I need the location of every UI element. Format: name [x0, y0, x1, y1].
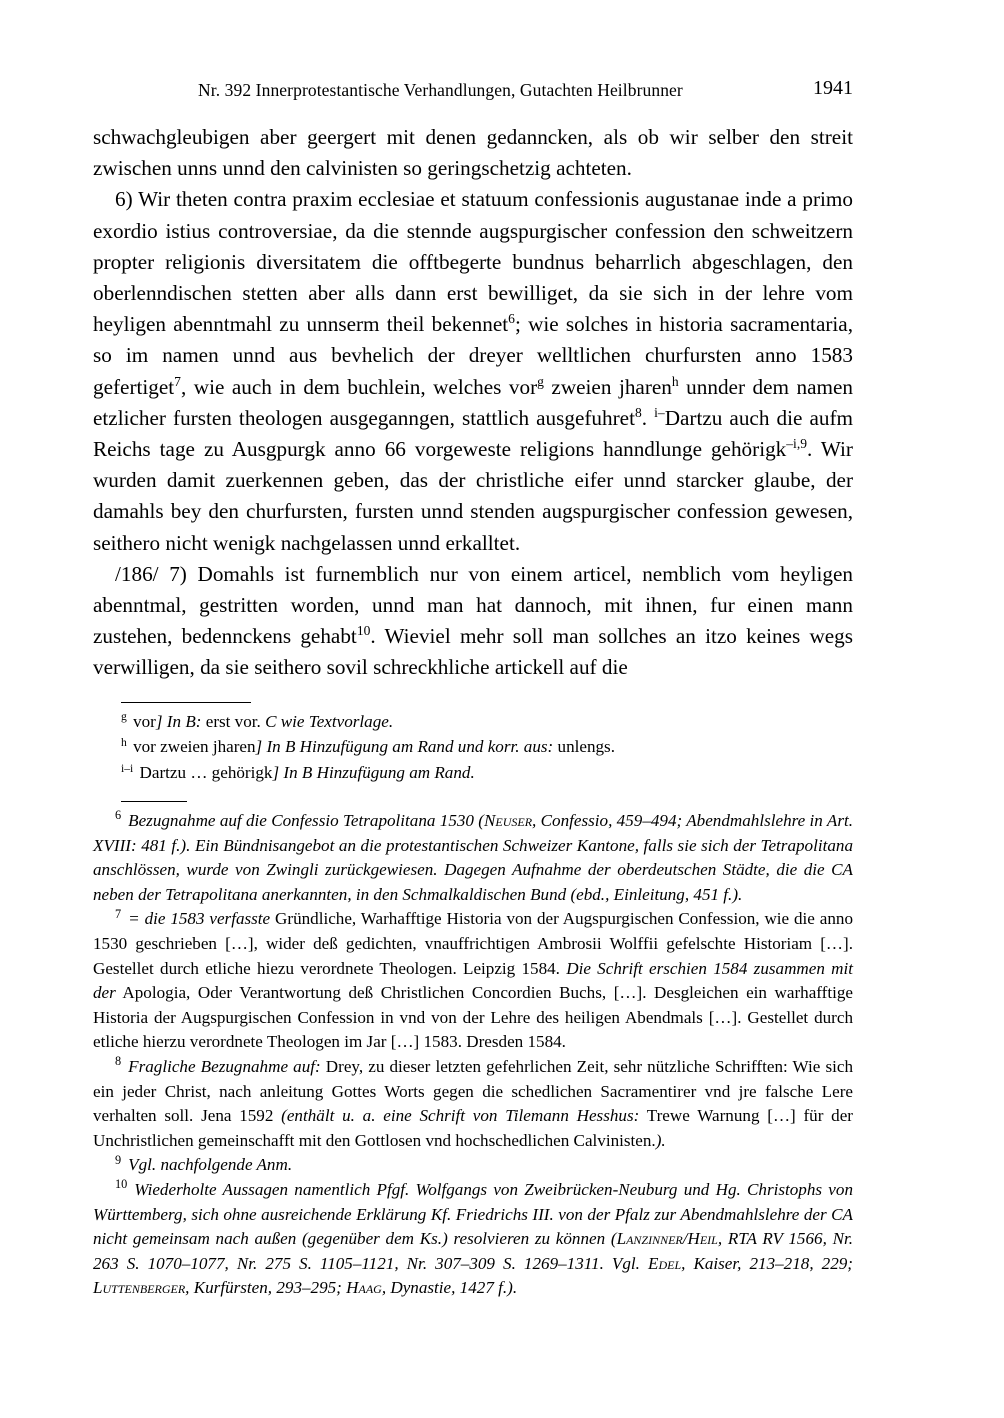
apparatus-mark-h: h	[121, 735, 127, 749]
footnote-ref-6: 6	[508, 311, 515, 327]
footnote-number-8: 8	[115, 1054, 122, 1069]
footnote-number-10: 10	[115, 1177, 128, 1192]
footnote-ref-8: 8	[634, 404, 642, 420]
page-number: 1941	[813, 77, 853, 99]
apparatus-mark-g: g	[121, 709, 127, 723]
paragraph-continuation: schwachgleubigen aber geergert mit denen gedanncken, als ob wir selber den streit zwischen unns unnd den calvinisten so geringschetzig achteten.	[93, 125, 853, 181]
footnote-6: $^6$ Bezugnahme auf die Confessio Tetrapolitana 1530 (Neuser, Confessio, 459–494; Abendmahlslehre in Art. XVIII: 481 f.). Ein Bündnisangebot an die protestantischen Schweizer Kantone, falls sie sich der Tetrapolitana anschlössen, wurde von Zwingli zurückgewiesen. Dagegen Aufnahme der oberdeutschen Städte, die die CA neben der Tetrapolitana anerkannten, in den Schmalkaldischen Bund (ebd., Einleitung, 451 f.).	[93, 808, 853, 904]
paragraph-item-6: 6) Wir theten contra praxim ecclesiae et statuum confessionis augustanae inde a primo exordio istius controversiae, da die stennde augspurgischer confession den schweitzern propter religionis diversitatem die offtbegerte bundnus beharrlich abgeschlagen, den oberlenndischen stetten aber alls dann erst bewilliget, da sie sich in der lehre vom heyligen abenntmahl zu unnserm theil bekennet$^6$; wie solches in historia sacramentaria, so im namen unnd aus bevhelich der dreyer welltlichen churfursten anno 1583 gefertiget$^7$, wie auch in dem buchlein, welches vor$^g$ zweien jharen$^h$ unnder dem namen etzlicher fursten theologen ausgeganngen, stattlich ausgefuhret$^8$. $^{i-}$Dartzu auch die aufm Reichs tage zu Ausgpurgk anno 66 vorgeweste religions hanndlunge gehörigk$^{-i,9}$. Wir wurden damit zuerkennen geben, das der christliche eifer unnd starcker glaube, der damahls bey den churfursten, fursten unnd stenden augspurgischer confession gewesen, seithero nicht wenigk nachgelassen unnd erkalltet.	[93, 187, 854, 555]
paragraph-item-7: /186/ 7) Domahls ist furnemblich nur von einem articel, nemblich vom heyligen abenntmal, gestritten worden, unnd man hat dannoch, mit ihnen, fur einen mann zustehen, bedennckens gehabt$^{10}$. Wieviel mehr soll man sollches an itzo keines wegs verwilligen, da sie seithero sovil schreckhliche artickell auf die	[93, 561, 853, 680]
apparatus-entry-i: $^{i-i}$ Dartzu … gehörigk] In B Hinzufügung am Rand.	[121, 761, 475, 783]
apparatus-ref-h: h	[671, 373, 679, 389]
footnote-9: $^9$ Vgl. nachfolgende Anm.	[115, 1152, 293, 1175]
apparatus-ref-i-open: i–	[654, 404, 665, 420]
footnote-number-9: 9	[115, 1152, 122, 1167]
footnote-separator-rule	[121, 801, 187, 802]
footnotes-section	[93, 809, 853, 1301]
running-head-title: Nr. 392 Innerprotestantische Verhandlungen, Gutachten Heilbrunner	[198, 80, 683, 100]
page-content	[93, 78, 853, 1301]
apparatus-entry-g: $^g$ vor] In B: erst vor. C wie Textvorlage.	[121, 709, 394, 731]
variant-apparatus	[93, 710, 853, 786]
footnote-7: $^7$ = die 1583 verfasste Gründliche, Warhafftige Historia von der Augspurgischen Confession, wie die anno 1530 geschrieben […], wider deß gedichten, vnauffrichtigen Ambrosii Wolffii gefelschte Historiam […]. Gestellet durch etliche hiezu verordnete Theologen. Leipzig 1584. Die Schrift erschien 1584 zusammen mit der Apologia, Oder Verantwortung deß Christlichen Concordien Buchs, […]. Desgleichen ein warhafftige Historia der Augspurgischen Confession in vnd von der Lehre des heiligen Abendmals […]. Gestellet durch etliche hierzu verordnete Theologen im Jar […] 1583. Dresden 1584.	[93, 906, 854, 1052]
footnote-ref-10: 10	[356, 623, 371, 639]
apparatus-mark-i: i–i	[121, 761, 134, 775]
footnote-number-7: 7	[115, 906, 122, 921]
apparatus-ref-g: g	[537, 373, 544, 389]
apparatus-ref-i-close: –i,9	[786, 435, 807, 451]
footnote-ref-7: 7	[174, 373, 181, 389]
footnote-number-6: 6	[115, 808, 122, 823]
running-head	[93, 78, 853, 108]
apparatus-separator-rule	[121, 702, 251, 703]
footnote-8: $^8$ Fragliche Bezugnahme auf: Drey, zu dieser letzten gefehrlichen Zeit, sehr nützliche Schrifften: Wie sich ein jeder Christ, nach anleitung Gottes Worts gegen die schedlichen Sacramentirer vnd jre falsche Lere verhalten soll. Jena 1592 (enthält u. a. eine Schrift von Tilemann Hesshus: Trewe Warnung […] für der Unchristlichen gemeinschafft mit den Gottlosen vnd hochschedlichen Calvinisten.).	[93, 1054, 853, 1150]
apparatus-entry-h: $^h$ vor zweien jharen] In B Hinzufügung am Rand und korr. aus: unlengs.	[121, 735, 615, 757]
footnote-10: $^{10}$ Wiederholte Aussagen namentlich Pfgf. Wolfgangs von Zweibrücken-Neuburg und Hg. Christophs von Württemberg, sich ohne ausreichende Erklärung Kf. Friedrichs III. von der Pfalz zur Abendmahlslehre der CA nicht gemeinsam nach außen (gegenüber dem Ks.) resolvieren zu können (Lanzinner/Heil, RTA RV 1566, Nr. 263 S. 1070–1077, Nr. 275 S. 1105–1121, Nr. 307–309 S. 1269–1311. Vgl. Edel, Kaiser, 213–218, 229; Luttenberger, Kurfürsten, 293–295; Haag, Dynastie, 1427 f.).	[93, 1177, 853, 1298]
body-text	[93, 122, 853, 684]
